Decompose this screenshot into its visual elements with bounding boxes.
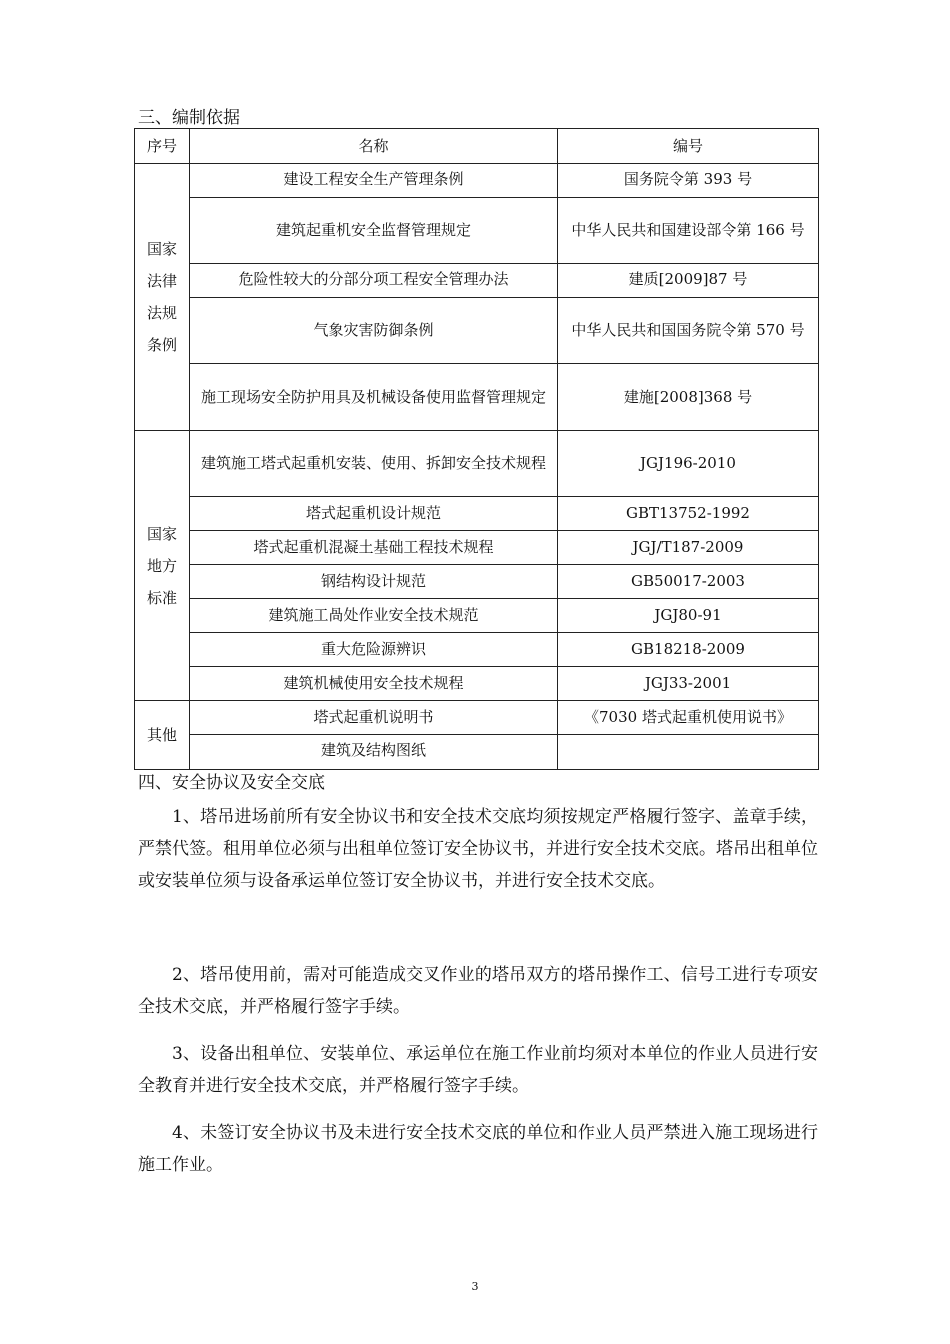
category-line: 法律: [146, 272, 177, 290]
table-header-row: [135, 129, 819, 164]
standard-code: JGJ196-2010: [558, 431, 819, 497]
table-row: [135, 264, 819, 298]
regulation-name: 气象灾害防御条例: [190, 298, 558, 364]
category-cell: [135, 701, 190, 770]
paragraph: 4、未签订安全协议书及未进行安全技术交底的单位和作业人员严禁进入施工现场进行施工作业。: [138, 1123, 818, 1175]
standard-code: JGJ/T187-2009: [558, 531, 819, 565]
table-row: [135, 497, 819, 531]
table-row: [135, 735, 819, 770]
regulation-name: 建设工程安全生产管理条例: [190, 164, 558, 198]
category-line: 地方: [146, 556, 177, 575]
standard-name: 重大危险源辨识: [190, 633, 558, 667]
page-number: 3: [471, 1280, 479, 1293]
standard-code: JGJ80-91: [558, 599, 819, 633]
standard-name: 建筑施工咼处作业安全技术规范: [190, 599, 558, 633]
table-row: [135, 633, 819, 667]
section-heading-safety: 四、安全协议及安全交底: [138, 773, 325, 793]
standard-code: GB50017-2003: [558, 565, 819, 599]
other-code: [558, 735, 819, 770]
header-code: 编号: [558, 129, 819, 164]
table-row: [135, 198, 819, 264]
regulation-code: 建施[2008]368 号: [558, 364, 819, 431]
basis-table: [134, 128, 819, 770]
standard-name: 钢结构设计规范: [190, 565, 558, 599]
category-line: 其他: [146, 726, 177, 744]
paragraph: 3、设备出租单位、安装单位、承运单位在施工作业前均须对本单位的作业人员进行安全教育并进行安全技术交底，并严格履行签字手续。: [138, 1044, 818, 1096]
other-code: 《7030 塔式起重机使用说书》: [558, 701, 819, 735]
standard-name: 塔式起重机混凝土基础工程技术规程: [190, 531, 558, 565]
regulation-name: 危险性较大的分部分项工程安全管理办法: [190, 264, 558, 298]
header-name: 名称: [190, 129, 558, 164]
other-name: 建筑及结构图纸: [190, 735, 558, 770]
regulation-name: 建筑起重机安全监督管理规定: [190, 198, 558, 264]
category-line: 国家: [146, 240, 177, 258]
table-row: [135, 701, 819, 735]
standard-code: GB18218-2009: [558, 633, 819, 667]
regulation-code: 建质[2009]87 号: [558, 264, 819, 298]
section-heading-basis: 三、编制依据: [138, 108, 240, 128]
category-line: 法规: [146, 304, 177, 322]
table-row: [135, 667, 819, 701]
regulation-code: 中华人民共和国建设部令第 166 号: [558, 198, 819, 264]
table-row: [135, 164, 819, 198]
table-row: [135, 565, 819, 599]
standard-code: GBT13752-1992: [558, 497, 819, 531]
regulation-code: 国务院令第 393 号: [558, 164, 819, 198]
category-cell: [135, 431, 190, 701]
paragraph: 2、塔吊使用前，需对可能造成交叉作业的塔吊双方的塔吊操作工、信号工进行专项安全技术交底，并严格履行签字手续。: [138, 965, 818, 1017]
table-row: [135, 531, 819, 565]
table-row: [135, 599, 819, 633]
category-line: 标准: [146, 588, 177, 607]
standard-name: 建筑施工塔式起重机安装、使用、拆卸安全技术规程: [190, 431, 558, 497]
regulation-name: 施工现场安全防护用具及机械设备使用监督管理规定: [190, 364, 558, 431]
other-name: 塔式起重机说明书: [190, 701, 558, 735]
category-line: 国家: [146, 524, 177, 543]
standard-name: 建筑机械使用安全技术规程: [190, 667, 558, 701]
header-index: 序号: [135, 129, 190, 164]
category-cell: [135, 164, 190, 431]
standard-code: JGJ33-2001: [558, 667, 819, 701]
regulation-code: 中华人民共和国国务院令第 570 号: [558, 298, 819, 364]
table-row: [135, 298, 819, 364]
table-row: [135, 364, 819, 431]
category-line: 条例: [146, 336, 177, 354]
paragraph: 1、塔吊进场前所有安全协议书和安全技术交底均须按规定严格履行签字、盖章手续，严禁代签。租用单位必须与出租单位签订安全协议书，并进行安全技术交底。塔吊出租单位或安装单位须与设备承运单位签订安全协议书，并进行安全技术交底。: [138, 807, 818, 891]
table-row: [135, 431, 819, 497]
standard-name: 塔式起重机设计规范: [190, 497, 558, 531]
